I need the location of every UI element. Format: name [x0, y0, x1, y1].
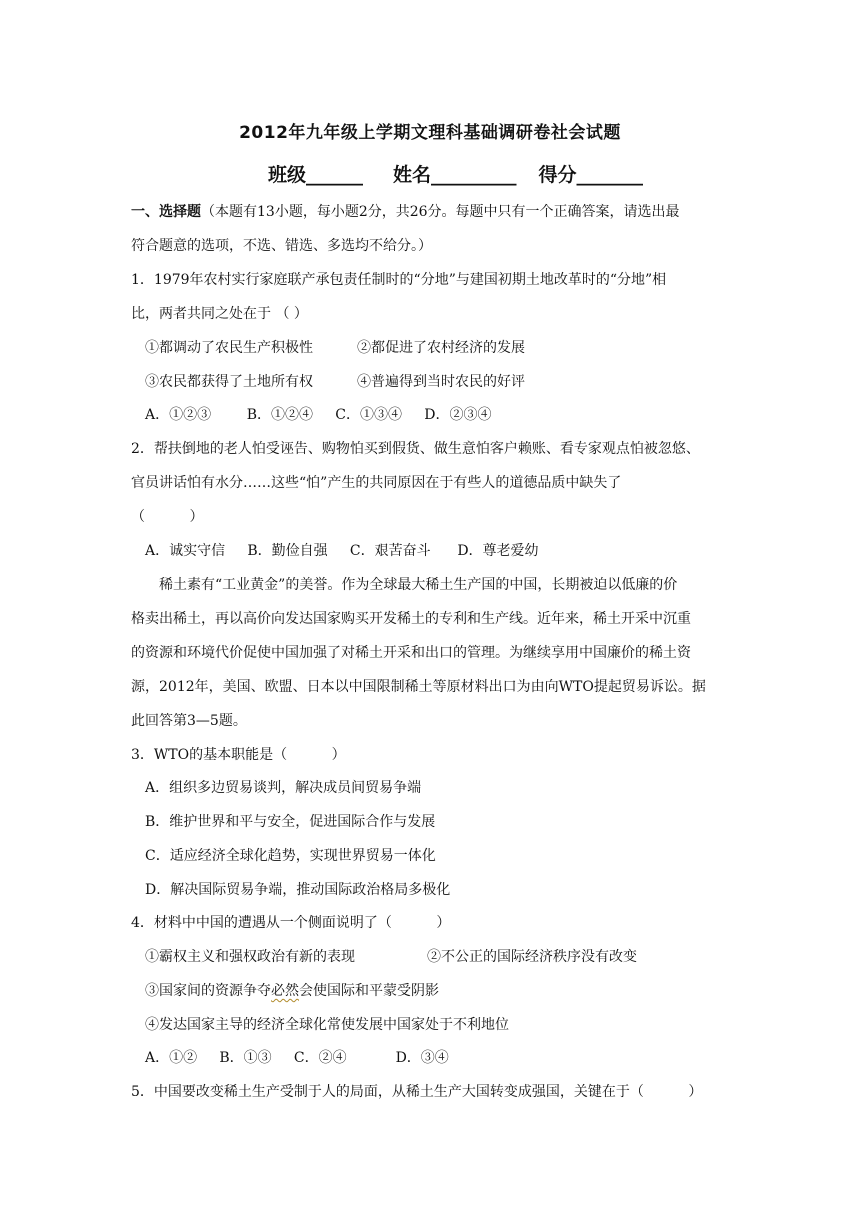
- q1-option-1: ①都调动了农民生产积极性: [145, 340, 313, 356]
- material-line3: 的资源和环境代价促使中国加强了对稀土开采和出口的管理。为继续享用中国廉价的稀土资: [131, 645, 691, 661]
- material-line1: 稀土素有“工业黄金”的美誉。作为全球最大稀土生产国的中国，长期被迫以低廉的价: [159, 577, 678, 593]
- section-intro-line2: 符合题意的选项，不选、错选、多选均不给分。）: [131, 238, 432, 254]
- q3-option-d: D．解决国际贸易争端，推动国际政治格局多极化: [145, 882, 451, 898]
- q4-option-3-marked: 必然: [271, 983, 299, 999]
- q2-stem-line1: 2．帮扶倒地的老人怕受诬告、购物怕买到假货、做生意怕客户赖账、看专家观点怕被忽悠、: [131, 441, 700, 457]
- q2-stem-line2: 官员讲话怕有水分……这些“怕”产生的共同原因在于有些人的道德品质中缺失了: [131, 475, 622, 491]
- score-field[interactable]: 得分_______: [538, 164, 644, 186]
- material-line5: 此回答第3—5题。: [131, 713, 247, 729]
- q5-stem: 5．中国要改变稀土生产受制于人的局面，从稀土生产大国转变成强国，关键在于（ ）: [131, 1084, 703, 1100]
- q4-choices: A．①② B．①③ C．②④ D．③④: [145, 1050, 449, 1066]
- q2-stem-line3: （ ）: [131, 509, 204, 525]
- q1-stem-line2: 比，两者共同之处在于 （ ）: [131, 306, 308, 322]
- q1-option-2: ②都促进了农村经济的发展: [357, 340, 525, 356]
- student-info-row: [268, 160, 643, 187]
- q3-option-a: A．组织多边贸易谈判，解决成员间贸易争端: [145, 780, 422, 796]
- q1-option-4: ④普遍得到当时农民的好评: [357, 374, 525, 390]
- material-line2: 格卖出稀土，再以高价向发达国家购买开发稀土的专利和生产线。近年来，稀土开采中沉重: [131, 611, 691, 627]
- q3-option-b: B．维护世界和平与安全，促进国际合作与发展: [145, 814, 436, 830]
- q4-option-1: ①霸权主义和强权政治有新的表现: [145, 949, 355, 965]
- material-line4: 源，2012年，美国、欧盟、日本以中国限制稀土等原材料出口为由向WTO提起贸易诉讼。据: [131, 679, 706, 695]
- q2-choices: A．诚实守信 B．勤俭自强 C．艰苦奋斗 D．尊老爱幼: [145, 543, 539, 559]
- q4-option-2: ②不公正的国际经济秩序没有改变: [427, 949, 637, 965]
- section-intro-line1: [131, 202, 680, 222]
- q3-stem: 3．WTO的基本职能是（ ）: [131, 747, 346, 763]
- page-title: 2012年九年级上学期文理科基础调研卷社会试题: [239, 123, 621, 143]
- q4-option-3-part2: 会使国际和平蒙受阴影: [299, 983, 439, 999]
- q1-stem-line1: 1．1979年农村实行家庭联产承包责任制时的“分地”与建国初期土地改革时的“分地”相: [131, 272, 667, 288]
- q4-option-3: [145, 981, 439, 1001]
- section-intro-text: （本题有13小题，每小题2分，共26分。每题中只有一个正确答案，请选出最: [201, 204, 680, 220]
- q1-choices: A．①②③ B．①②④ C．①③④ D．②③④: [145, 407, 492, 423]
- q4-option-3-part1: ③国家间的资源争夺: [145, 983, 271, 999]
- class-field[interactable]: 班级______: [268, 164, 364, 186]
- name-field[interactable]: 姓名_________: [393, 164, 517, 186]
- q1-option-3: ③农民都获得了土地所有权: [145, 374, 313, 390]
- section-heading: 一、选择题: [131, 204, 201, 220]
- q4-stem: 4．材料中中国的遭遇从一个侧面说明了（ ）: [131, 915, 451, 931]
- q4-option-4: ④发达国家主导的经济全球化常使发展中国家处于不利地位: [145, 1017, 509, 1033]
- q3-option-c: C．适应经济全球化趋势，实现世界贸易一体化: [145, 848, 436, 864]
